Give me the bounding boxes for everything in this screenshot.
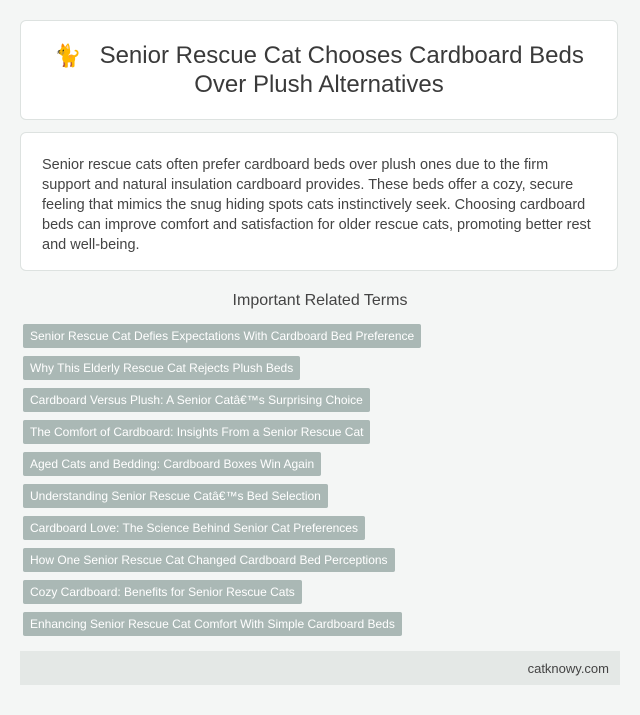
related-term-tag[interactable]: Why This Elderly Rescue Cat Rejects Plush Beds — [23, 356, 300, 380]
related-terms-heading: Important Related Terms — [232, 292, 408, 309]
related-term-tag[interactable]: The Comfort of Cardboard: Insights From a Senior Rescue Cat — [23, 420, 370, 444]
related-term-tag[interactable]: How One Senior Rescue Cat Changed Cardboard Bed Perceptions — [23, 548, 395, 572]
related-term-tag[interactable]: Enhancing Senior Rescue Cat Comfort With Simple Cardboard Beds — [23, 612, 402, 636]
related-term-tag[interactable]: Cardboard Love: The Science Behind Senior Cat Preferences — [23, 516, 365, 540]
description-card — [20, 132, 618, 271]
footer-site-link[interactable]: catknowy.com — [527, 660, 609, 676]
related-term-tag[interactable]: Understanding Senior Rescue Catâ€™s Bed Selection — [23, 484, 328, 508]
related-term-tag[interactable]: Cozy Cardboard: Benefits for Senior Rescue Cats — [23, 580, 302, 604]
page-title — [41, 41, 597, 99]
footer — [20, 651, 620, 685]
related-term-tag[interactable]: Aged Cats and Bedding: Cardboard Boxes Win Again — [23, 452, 321, 476]
related-term-tag[interactable]: Cardboard Versus Plush: A Senior Catâ€™s Surprising Choice — [23, 388, 370, 412]
related-term-tag[interactable]: Senior Rescue Cat Defies Expectations With Cardboard Bed Preference — [23, 324, 421, 348]
cat-icon: 🐈 — [54, 43, 82, 68]
page-title-text: Senior Rescue Cat Chooses Cardboard Beds Over Plush Alternatives — [99, 42, 584, 98]
description-text: Senior rescue cats often prefer cardboard beds over plush ones due to the firm support and natural insulation cardboard provides. These beds offer a cozy, secure feeling that mimics the snug hiding spots cats instinctively seek. Choosing cardboard beds can improve comfort and satisfaction for older rescue cats, promoting better rest and well-being. — [42, 157, 591, 253]
title-card — [20, 20, 618, 120]
related-terms-list — [23, 324, 613, 644]
